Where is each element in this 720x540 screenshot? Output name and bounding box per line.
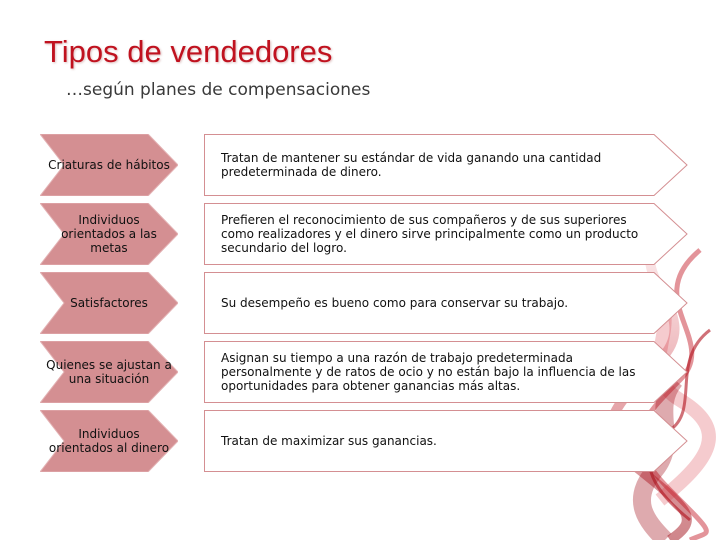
list-item [40,272,680,334]
row-description: Tratan de maximizar sus ganancias. [221,434,437,448]
row-description: Prefieren el reconocimiento de sus compañeros y de sus superiores como realizadores y el dinero sirve principalmente como un producto secundario del logro. [221,213,639,255]
row-label: Quienes se ajustan a una situación [46,358,172,386]
list-item [40,410,680,472]
row-label: Individuos orientados al dinero [48,427,170,455]
slide-subtitle: …según planes de compensaciones [66,80,371,100]
row-description: Asignan su tiempo a una razón de trabajo predeterminada personalmente y de ratos de ocio y no están bajo la influencia de las oportunidades para obtener ganancias más altas. [221,351,636,393]
list-item [40,203,680,265]
row-label: Satisfactores [70,296,148,310]
list-item [40,134,680,196]
row-label: Criaturas de hábitos [48,158,170,172]
row-description: Su desempeño es bueno como para conservar su trabajo. [221,296,569,310]
list-item [40,341,680,403]
row-description: Tratan de mantener su estándar de vida ganando una cantidad predeterminada de dinero. [221,151,602,179]
row-label: Individuos orientados a las metas [61,213,157,255]
slide-title: Tipos de vendedores [44,34,333,69]
